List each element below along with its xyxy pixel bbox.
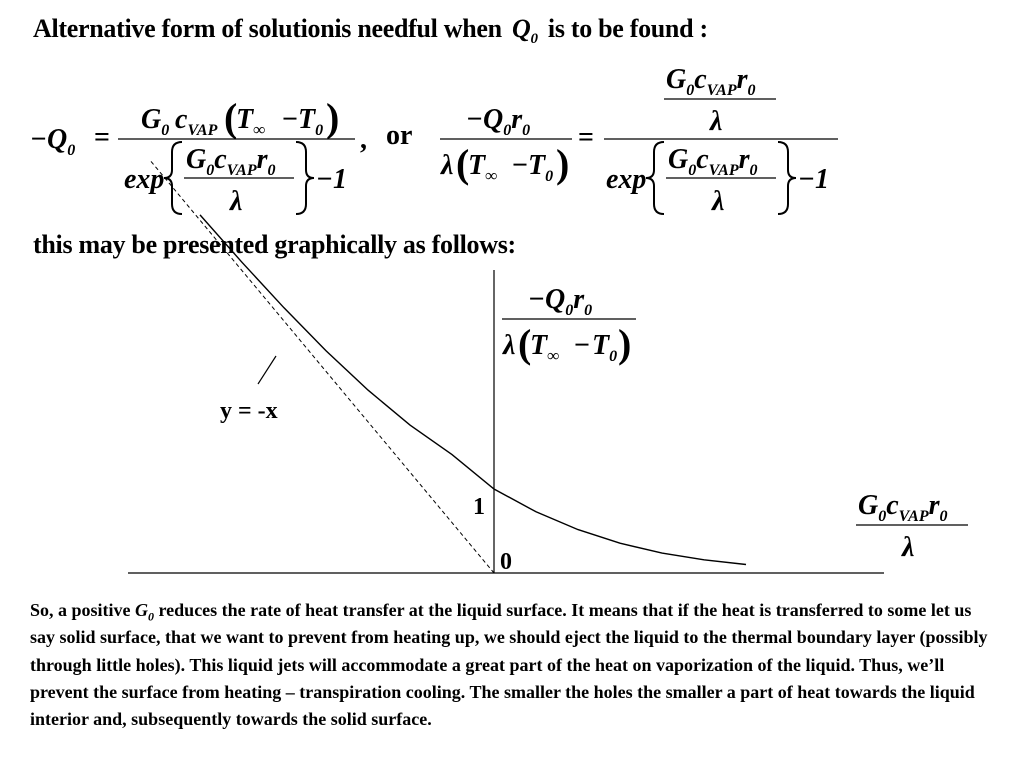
y-label-lambda: λ (503, 330, 516, 361)
y-axis-label (502, 284, 636, 366)
den-minus-one: −1 (316, 164, 347, 195)
num-t0: $T_0$ (298, 104, 324, 139)
heading-text-before: Alternative form of solutionis needful when (33, 14, 502, 43)
y-label-tinf: $T_\infty$ (530, 330, 560, 365)
right-num-lambda: λ (710, 106, 723, 137)
x-label-numerator: $G_0c_{VAP}r_0$ (858, 490, 948, 525)
x-axis-label (856, 490, 968, 563)
comma: , (360, 124, 367, 155)
y-label-t0: $T_0$ (592, 330, 618, 365)
y-label-lparen: ( (518, 321, 532, 366)
right-den-lambda: λ (712, 186, 725, 217)
den-g0cvapr0: $G_0c_{VAP}r_0$ (186, 144, 276, 179)
heading-text-after: is to be found : (547, 14, 708, 43)
mid-rparen: ) (556, 141, 570, 186)
mid-minus: − (512, 150, 528, 181)
num-tinf: $T_\infty$ (236, 104, 266, 139)
heading-symbol: $Q_0$ (512, 14, 538, 48)
right-num-top: $G_0c_{VAP}r_0$ (666, 64, 756, 99)
lhs-q0: $-Q_0$ (30, 124, 76, 159)
y-label-numerator: $-Q_0r_0$ (528, 284, 593, 319)
right-den-g0cvapr0: $G_0c_{VAP}r_0$ (668, 144, 758, 179)
y-label-minus: − (574, 330, 590, 361)
asymptote-label: y = -x (220, 398, 278, 424)
x-label-denominator: λ (902, 532, 915, 563)
num-cvap: $c_{VAP}$ (175, 104, 218, 139)
asymptote-leader (258, 356, 276, 384)
den-lambda: λ (230, 186, 243, 217)
y-intercept-label: 1 (473, 494, 485, 520)
y-label-rparen: ) (618, 321, 632, 366)
num-minus: − (282, 104, 298, 135)
origin-label: 0 (500, 549, 512, 575)
equals-sign-right: = (578, 122, 594, 153)
den-exp: exp (124, 164, 165, 195)
g0-symbol: $G_0$ (135, 600, 155, 624)
body-paragraph: So, a positive $G_0$ reduces the rate of heat transfer at the liquid surface. It means that if the heat is transferred to some let us say solid surface, that we want to prevent from heating up, we should eject the liquid to the thermal boundary layer (possibly through little holes). This liquid jets will accommodate a great part of the heat on vaporization of the liquid. Thus, we’ll prevent the surface from heating – transpiration cooling. The smaller the holes the smaller a part of heat towards the liquid interior and, subsequently towards the solid surface. (30, 600, 988, 730)
mid-lparen: ( (456, 141, 470, 186)
subheading: this may be presented graphically as follows: (33, 230, 516, 259)
right-den-exp: exp (606, 164, 647, 195)
equals-sign: = (94, 122, 110, 153)
num-rparen: ) (326, 95, 340, 140)
num-lparen: ( (224, 95, 238, 140)
mid-lambda: λ (441, 150, 454, 181)
right-den-minus-one: −1 (798, 164, 829, 195)
mid-tinf: $T_\infty$ (468, 150, 498, 185)
mid-t0: $T_0$ (528, 150, 554, 185)
asymptote-line (151, 161, 494, 573)
num-g0: $G_0$ (141, 104, 170, 139)
or-word: or (386, 120, 413, 151)
mid-num: $-Q_0r_0$ (466, 104, 531, 139)
